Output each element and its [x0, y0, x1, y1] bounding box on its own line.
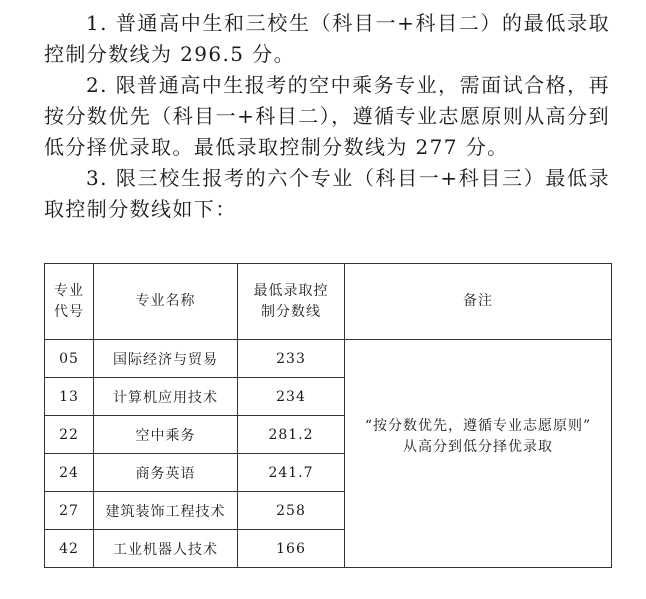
header-major-name: 专业名称: [94, 264, 238, 340]
row-score: 233: [238, 340, 345, 378]
row-major-name: 计算机应用技术: [94, 378, 238, 416]
row-code: 24: [45, 454, 94, 492]
score-table: [44, 263, 612, 568]
header-note: 备注: [345, 264, 612, 340]
row-major-name: 国际经济与贸易: [94, 340, 238, 378]
row-major-name: 商务英语: [94, 454, 238, 492]
row-score: 234: [238, 378, 345, 416]
document-body: [44, 8, 610, 225]
paragraph-3: 3. 限三校生报考的六个专业（科目一+科目三）最低录取控制分数线如下：: [44, 166, 610, 221]
header-min-score: [238, 264, 345, 340]
paragraph-1: 1. 普通高中生和三校生（科目一+科目二）的最低录取控制分数线为 296.5 分。: [44, 11, 610, 66]
row-code: 13: [45, 378, 94, 416]
table-header-row: [45, 264, 612, 340]
row-major-name: 空中乘务: [94, 416, 238, 454]
header-major-code: [45, 264, 94, 340]
header-min-score-line2: 制分数线: [261, 303, 321, 320]
row-code: 05: [45, 340, 94, 378]
row-score: 241.7: [238, 454, 345, 492]
note-cell: [345, 340, 612, 568]
note-line1: “按分数优先，遵循专业志愿原则”: [364, 417, 592, 434]
row-code: 42: [45, 530, 94, 568]
note-line2: 从高分到低分择优录取: [403, 438, 553, 455]
row-score: 281.2: [238, 416, 345, 454]
row-code: 27: [45, 492, 94, 530]
row-score: 258: [238, 492, 345, 530]
row-major-name: 建筑装饰工程技术: [94, 492, 238, 530]
header-min-score-line1: 最低录取控: [253, 282, 329, 299]
row-score: 166: [238, 530, 345, 568]
paragraph-2: 2. 限普通高中生报考的空中乘务专业，需面试合格，再按分数优先（科目一+科目二），遵循专业志愿原则从高分到低分择优录取。最低录取控制分数线为 277 分。: [44, 73, 610, 159]
score-table-wrapper: [44, 263, 612, 568]
header-major-code-line1: 专业: [54, 282, 84, 299]
row-major-name: 工业机器人技术: [94, 530, 238, 568]
table-row: [45, 340, 612, 378]
header-major-code-line2: 代号: [54, 303, 84, 320]
row-code: 22: [45, 416, 94, 454]
